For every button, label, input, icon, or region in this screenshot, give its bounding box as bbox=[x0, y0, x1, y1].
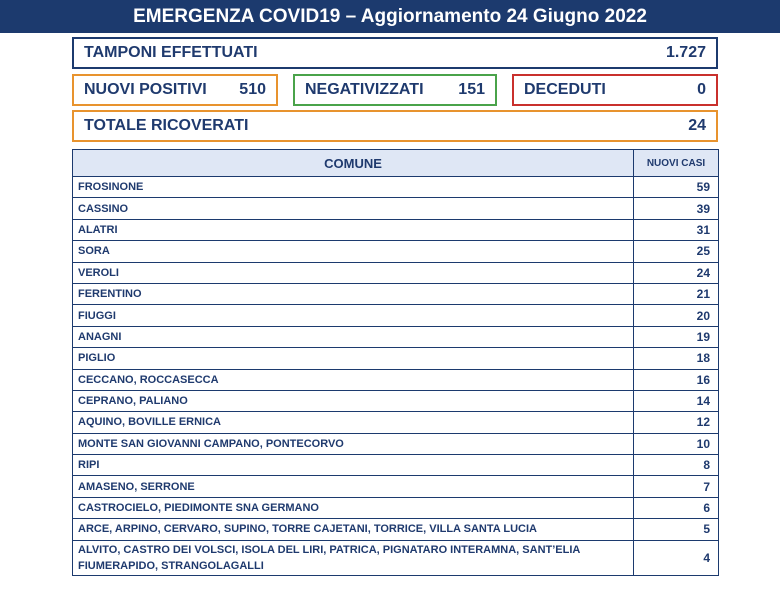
totale-ricoverati-box bbox=[72, 110, 718, 142]
comune-cell: RIPI bbox=[73, 455, 634, 476]
casi-cell: 16 bbox=[634, 369, 719, 390]
table-row bbox=[73, 241, 719, 262]
deceduti-value: 0 bbox=[697, 81, 706, 98]
casi-cell: 12 bbox=[634, 412, 719, 433]
comune-cell: ANAGNI bbox=[73, 326, 634, 347]
casi-cell: 31 bbox=[634, 219, 719, 240]
table-row bbox=[73, 412, 719, 433]
column-header-comune: COMUNE bbox=[73, 150, 634, 177]
ricoverati-label: TOTALE RICOVERATI bbox=[84, 117, 249, 134]
negativizzati-value: 151 bbox=[458, 81, 485, 98]
comune-cell: AQUINO, BOVILLE ERNICA bbox=[73, 412, 634, 433]
comune-cell: AMASENO, SERRONE bbox=[73, 476, 634, 497]
casi-cell: 14 bbox=[634, 390, 719, 411]
comune-cell: FERENTINO bbox=[73, 283, 634, 304]
casi-cell: 19 bbox=[634, 326, 719, 347]
positivi-label: NUOVI POSITIVI bbox=[84, 81, 207, 98]
table-row bbox=[73, 219, 719, 240]
casi-cell: 20 bbox=[634, 305, 719, 326]
table-row bbox=[73, 455, 719, 476]
comune-cell: CECCANO, ROCCASECCA bbox=[73, 369, 634, 390]
tamponi-value: 1.727 bbox=[665, 44, 706, 61]
deceduti-label: DECEDUTI bbox=[524, 81, 606, 98]
positivi-value: 510 bbox=[239, 81, 266, 98]
casi-cell: 59 bbox=[634, 177, 719, 198]
casi-cell: 7 bbox=[634, 476, 719, 497]
comune-cell: CASSINO bbox=[73, 198, 634, 219]
table-row bbox=[73, 519, 719, 540]
tamponi-effettuati-box bbox=[72, 37, 718, 69]
casi-cell: 25 bbox=[634, 241, 719, 262]
casi-cell: 8 bbox=[634, 455, 719, 476]
table-row bbox=[73, 262, 719, 283]
casi-cell: 5 bbox=[634, 519, 719, 540]
table-row bbox=[73, 476, 719, 497]
comune-cell: FROSINONE bbox=[73, 177, 634, 198]
column-header-nuovi-casi: NUOVI CASI bbox=[634, 150, 719, 177]
table-row bbox=[73, 283, 719, 304]
comune-cell: CASTROCIELO, PIEDIMONTE SNA GERMANO bbox=[73, 497, 634, 518]
comune-cell: PIGLIO bbox=[73, 348, 634, 369]
comune-cell: MONTE SAN GIOVANNI CAMPANO, PONTECORVO bbox=[73, 433, 634, 454]
table-row bbox=[73, 540, 719, 575]
negativizzati-label: NEGATIVIZZATI bbox=[305, 81, 424, 98]
ricoverati-value: 24 bbox=[688, 117, 706, 134]
deceduti-box bbox=[512, 74, 718, 106]
table-row bbox=[73, 497, 719, 518]
casi-cell: 4 bbox=[634, 540, 719, 575]
casi-cell: 10 bbox=[634, 433, 719, 454]
table-row bbox=[73, 326, 719, 347]
table-row bbox=[73, 177, 719, 198]
table-row bbox=[73, 198, 719, 219]
page-title: EMERGENZA COVID19 – Aggiornamento 24 Giugno 2022 bbox=[0, 0, 780, 33]
tamponi-label: TAMPONI EFFETTUATI bbox=[84, 44, 258, 61]
table-row bbox=[73, 305, 719, 326]
negativizzati-box bbox=[293, 74, 497, 106]
comune-cell: VEROLI bbox=[73, 262, 634, 283]
table-row bbox=[73, 433, 719, 454]
comune-cell: ARCE, ARPINO, CERVARO, SUPINO, TORRE CAJETANI, TORRICE, VILLA SANTA LUCIA bbox=[73, 519, 634, 540]
cases-table bbox=[72, 149, 719, 576]
table-row bbox=[73, 348, 719, 369]
casi-cell: 6 bbox=[634, 497, 719, 518]
table-row bbox=[73, 369, 719, 390]
comune-cell: ALVITO, CASTRO DEI VOLSCI, ISOLA DEL LIRI, PATRICA, PIGNATARO INTERAMNA, SANT’ELIA FIUMERAPIDO, STRANGOLAGALLI bbox=[73, 540, 634, 575]
comune-cell: ALATRI bbox=[73, 219, 634, 240]
casi-cell: 24 bbox=[634, 262, 719, 283]
comune-cell: SORA bbox=[73, 241, 634, 262]
casi-cell: 18 bbox=[634, 348, 719, 369]
casi-cell: 21 bbox=[634, 283, 719, 304]
table-header-row bbox=[73, 150, 719, 177]
casi-cell: 39 bbox=[634, 198, 719, 219]
comune-cell: CEPRANO, PALIANO bbox=[73, 390, 634, 411]
table-row bbox=[73, 390, 719, 411]
comune-cell: FIUGGI bbox=[73, 305, 634, 326]
nuovi-positivi-box bbox=[72, 74, 278, 106]
